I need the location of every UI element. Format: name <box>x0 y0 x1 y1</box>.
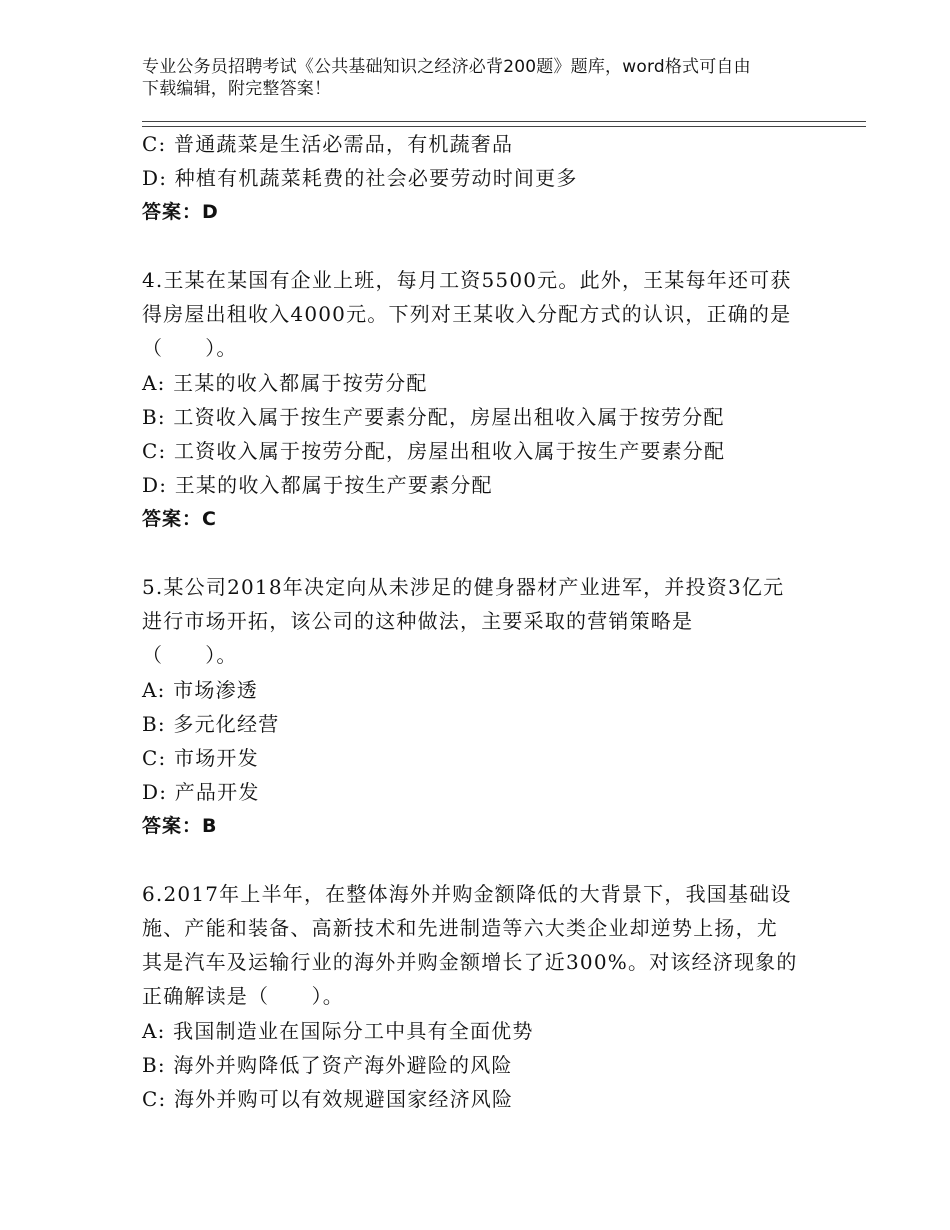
q4-option-c: C: 工资收入属于按劳分配，房屋出租收入属于按生产要素分配 <box>142 439 726 463</box>
header-rule-top <box>142 121 866 122</box>
q4-paren-open: （ <box>142 336 164 360</box>
q4-answer: 答案：C <box>142 508 217 530</box>
q5-option-a: A: 市场渗透 <box>142 678 258 702</box>
q6-stem-line-2: 施、产能和装备、高新技术和先进制造等六大类企业却逆势上扬，尤 <box>142 916 778 940</box>
q6-stem-line-4: 正确解读是（ ）。 <box>142 984 344 1008</box>
q5-answer: 答案：B <box>142 815 218 837</box>
q5-paren-open: （ <box>142 643 164 667</box>
q5-option-b: B: 多元化经营 <box>142 712 280 736</box>
q6-stem-line-3: 其是汽车及运输行业的海外并购金额增长了近300%。对该经济现象的 <box>142 950 798 974</box>
q4-option-a: A: 王某的收入都属于按劳分配 <box>142 371 428 395</box>
q5-option-d: D: 产品开发 <box>142 780 260 804</box>
page-header <box>142 56 832 100</box>
header-line-2: 下载编辑，附完整答案！ <box>142 79 332 99</box>
q3-option-d: D: 种植有机蔬菜耗费的社会必要劳动时间更多 <box>142 166 578 190</box>
q3-answer: 答案：D <box>142 201 219 223</box>
q4-option-b: B: 工资收入属于按生产要素分配，房屋出租收入属于按劳分配 <box>142 405 725 429</box>
q5-paren-close: ）。 <box>205 643 238 667</box>
q6-option-a: A: 我国制造业在国际分工中具有全面优势 <box>142 1019 534 1043</box>
q6-option-c: C: 海外并购可以有效规避国家经济风险 <box>142 1087 514 1111</box>
q5-answer-blank <box>142 641 238 669</box>
q5-stem-line-1: 5.某公司2018年决定向从未涉足的健身器材产业进军，并投资3亿元 <box>142 575 785 599</box>
q6-stem-line-1: 6.2017年上半年，在整体海外并购金额降低的大背景下，我国基础设 <box>142 882 792 906</box>
q4-option-d: D: 王某的收入都属于按生产要素分配 <box>142 473 493 497</box>
header-line-1: 专业公务员招聘考试《公共基础知识之经济必背200题》题库，word格式可自由 <box>142 57 751 77</box>
q6-option-b: B: 海外并购降低了资产海外避险的风险 <box>142 1053 513 1077</box>
q4-stem-line-2: 得房屋出租收入4000元。下列对王某收入分配方式的认识，正确的是 <box>142 302 792 326</box>
header-rule-bottom <box>142 126 866 127</box>
q5-stem-line-2: 进行市场开拓，该公司的这种做法，主要采取的营销策略是 <box>142 609 694 633</box>
q4-answer-blank <box>142 334 238 362</box>
q4-paren-close: ）。 <box>205 336 238 360</box>
q4-stem-line-1: 4.王某在某国有企业上班，每月工资5500元。此外，王某每年还可获 <box>142 268 792 292</box>
q5-option-c: C: 市场开发 <box>142 746 259 770</box>
q3-option-c: C: 普通蔬菜是生活必需品，有机蔬奢品 <box>142 132 514 156</box>
